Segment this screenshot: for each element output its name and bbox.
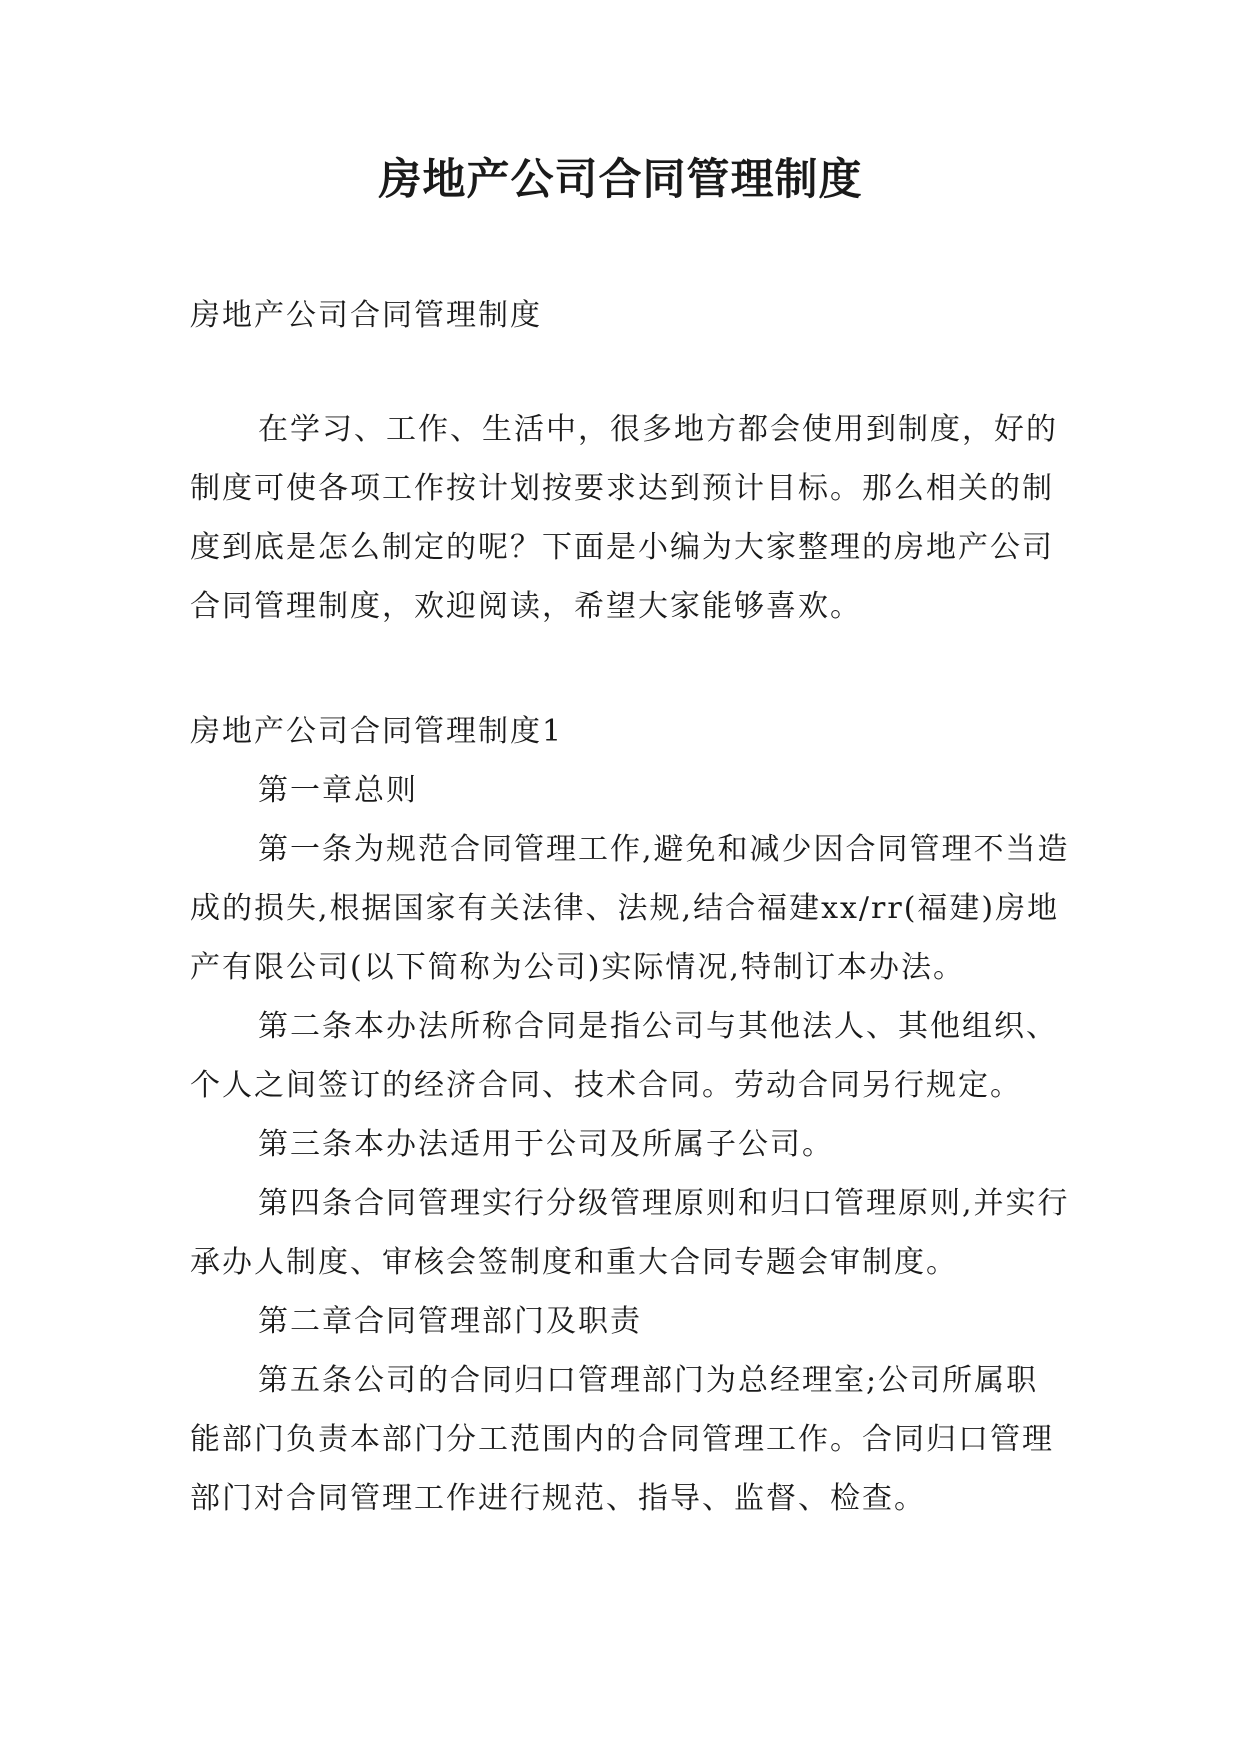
article-2: 第二条本办法所称合同是指公司与其他法人、其他组织、个人之间签订的经济合同、技术合同。劳动合同另行规定。	[190, 1009, 1058, 1103]
article-1: 第一条为规范合同管理工作,避免和减少因合同管理不当造成的损失,根据国家有关法律、法规,结合福建xx/rr(福建)房地产有限公司(以下简称为公司)实际情况,特制订本办法。	[190, 832, 1070, 985]
document-subtitle	[190, 286, 1070, 345]
article-5: 第五条公司的合同归口管理部门为总经理室;公司所属职能部门负责本部门分工范围内的合同管理工作。合同归口管理部门对合同管理工作进行规范、指导、监督、检查。	[190, 1363, 1054, 1516]
article-3: 第三条本办法适用于公司及所属子公司。	[258, 1127, 834, 1162]
section-1	[190, 702, 1070, 1528]
subtitle-text: 房地产公司合同管理制度	[190, 298, 542, 333]
intro-paragraph	[190, 400, 1070, 636]
article-4: 第四条合同管理实行分级管理原则和归口管理原则,并实行承办人制度、审核会签制度和重大合同专题会审制度。	[190, 1186, 1070, 1280]
document-title: 房地产公司合同管理制度	[378, 155, 863, 205]
section-heading: 房地产公司合同管理制度1	[190, 714, 564, 749]
intro-text: 在学习、工作、生活中，很多地方都会使用到制度，好的制度可使各项工作按计划按要求达到预计目标。那么相关的制度到底是怎么制定的呢？下面是小编为大家整理的房地产公司合同管理制度，欢迎阅读，希望大家能够喜欢。	[190, 412, 1058, 624]
chapter-1-heading: 第一章总则	[258, 773, 418, 808]
chapter-2-heading: 第二章合同管理部门及职责	[258, 1304, 642, 1339]
